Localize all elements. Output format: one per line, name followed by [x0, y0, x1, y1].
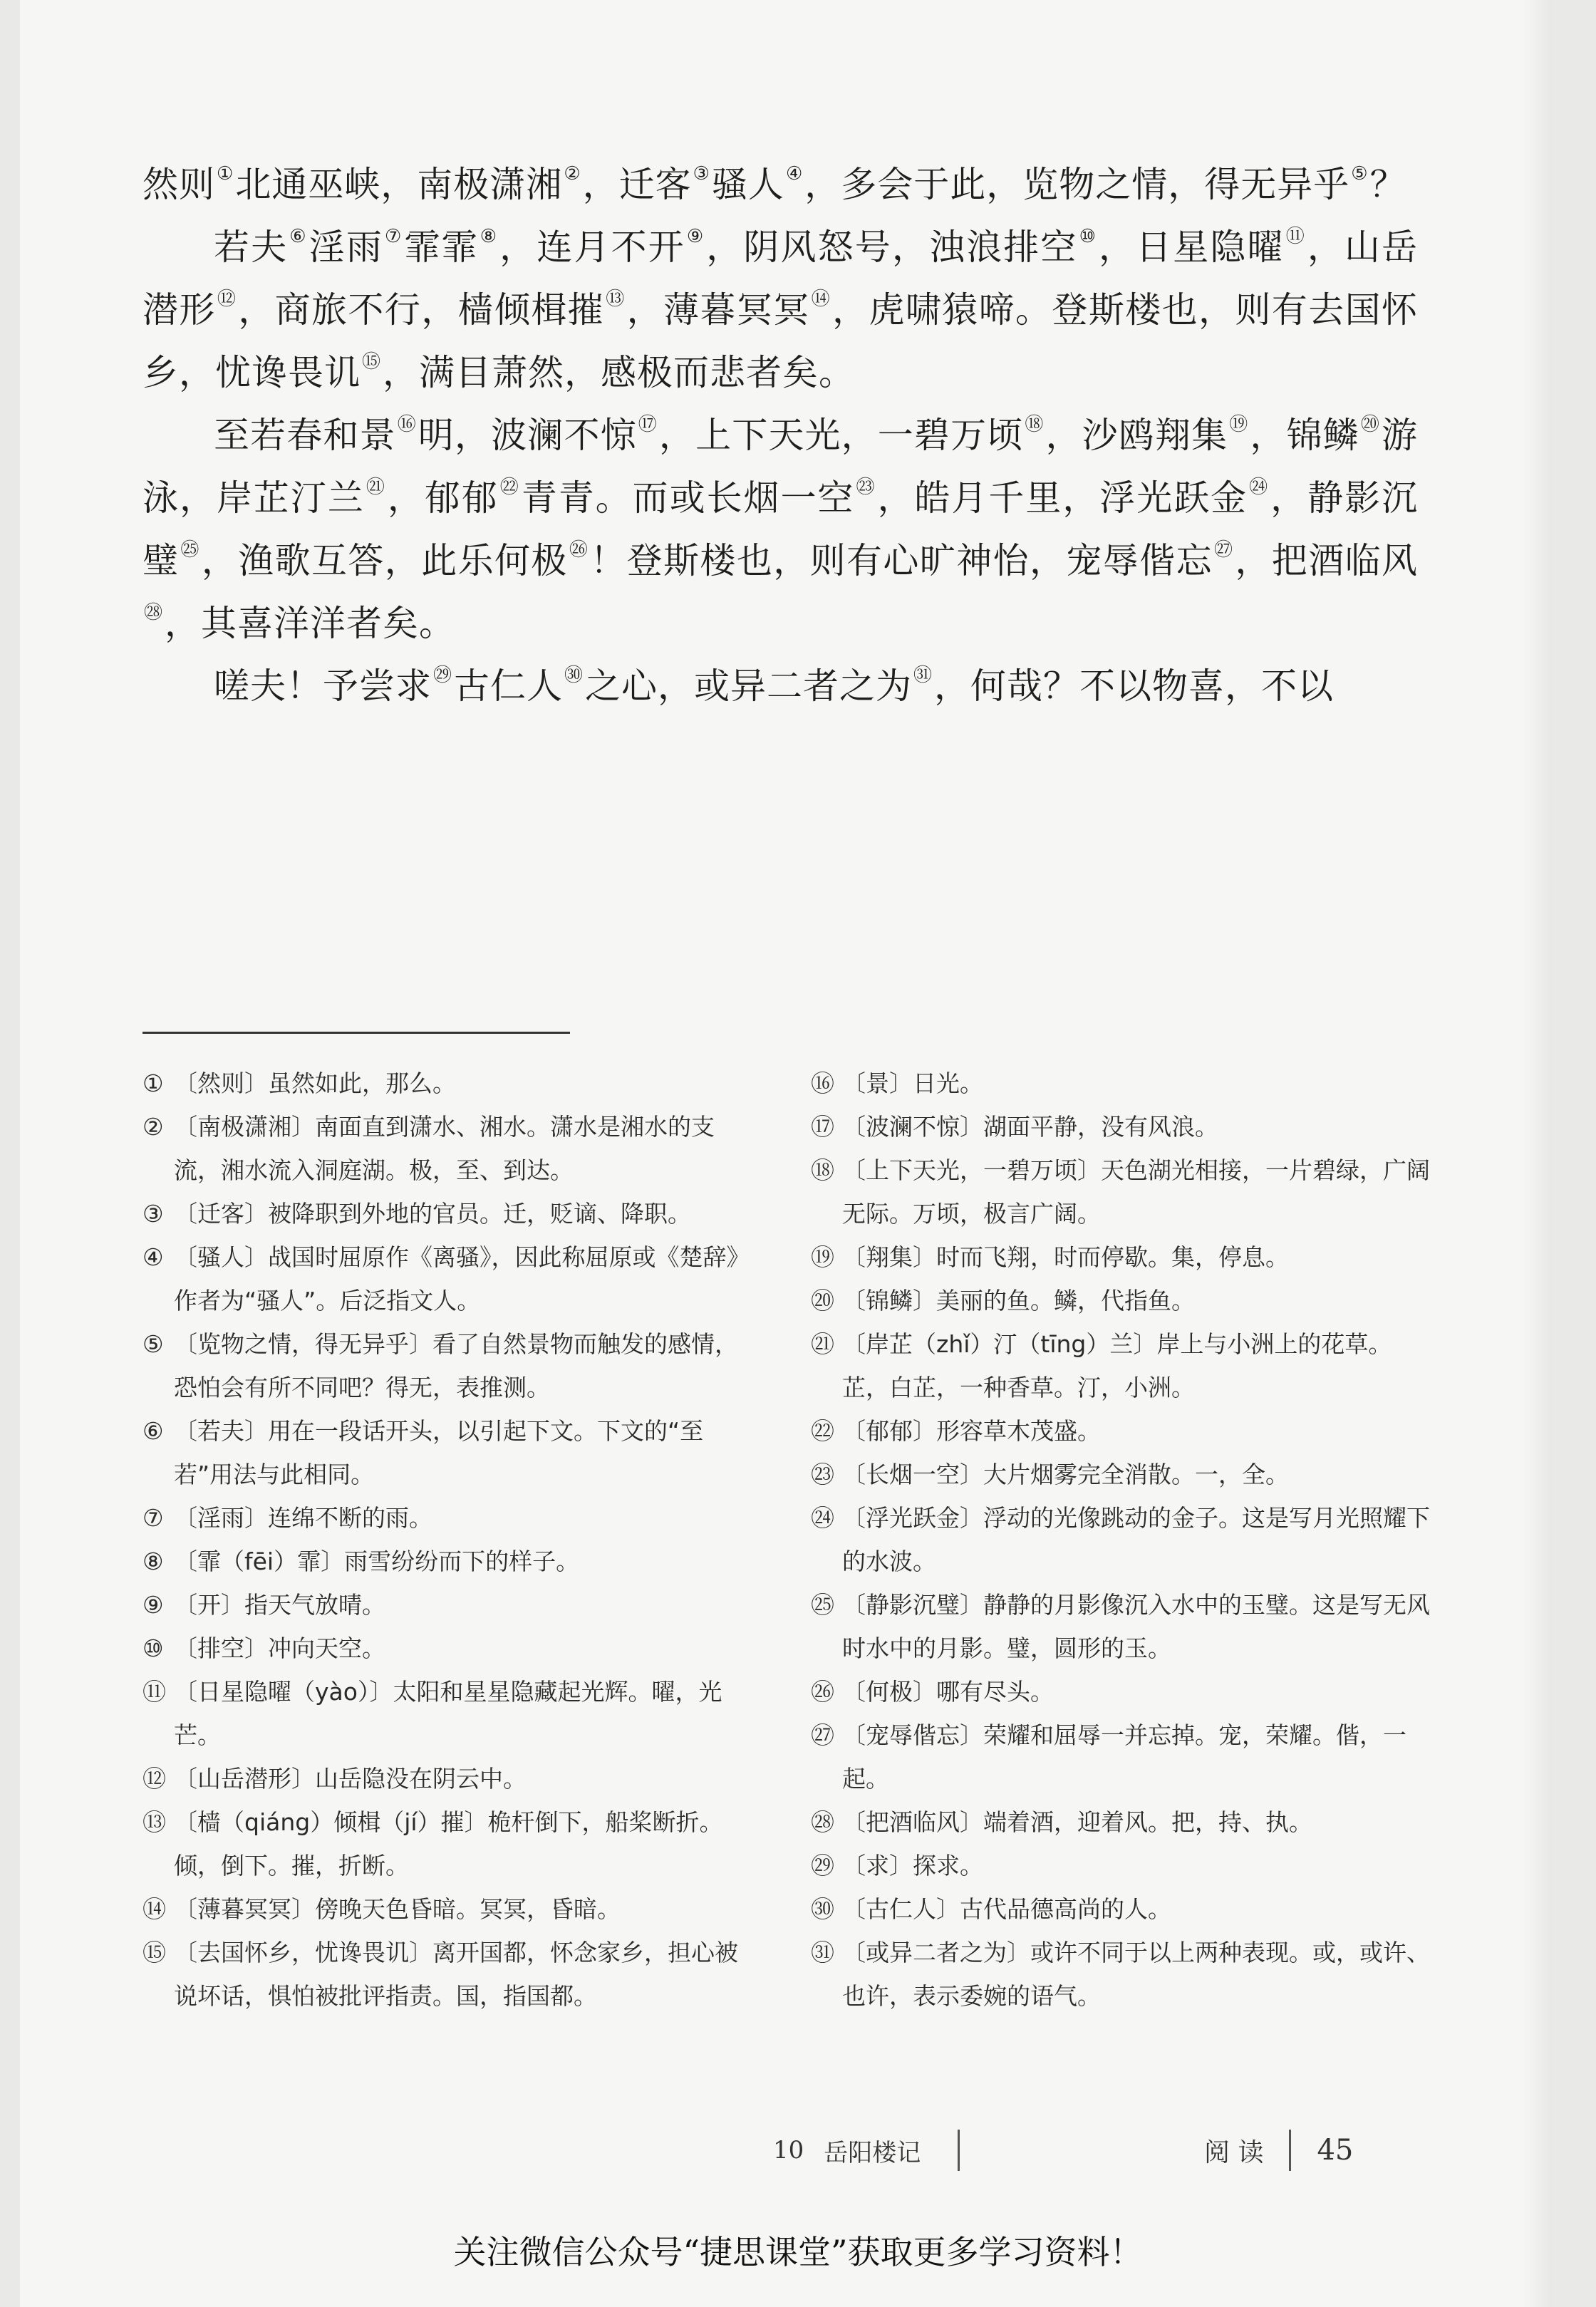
- footnote-text: 〔薄暮冥冥〕傍晚天色昏暗。冥冥，昏暗。: [174, 1895, 621, 1923]
- footnote-text: 〔求〕探求。: [842, 1852, 983, 1880]
- footnote-marker: ①: [217, 163, 234, 185]
- footnote-text: 〔景〕日光。: [842, 1069, 983, 1097]
- footnote-item: [142, 1931, 755, 2018]
- footnote-item: [811, 1105, 1431, 1149]
- footnote-text: 〔古仁人〕古代品德高尚的人。: [842, 1895, 1171, 1923]
- text-run: 嗟夫！予尝求: [214, 665, 432, 707]
- footnote-number: ⑯: [811, 1069, 834, 1097]
- footnote-text: 〔岸芷（zhǐ）汀（tīng）兰〕岸上与小洲上的花草。芷，白芷，一种香草。汀，小洲。: [842, 1330, 1392, 1401]
- footnotes-right-column: [811, 1062, 1431, 2018]
- footnote-number: ①: [142, 1069, 164, 1097]
- footnote-number: ⑳: [811, 1287, 834, 1315]
- footnote-number: ㉑: [811, 1330, 834, 1358]
- page-number: 45: [1317, 2134, 1354, 2167]
- footnote-text: 〔日星隐曜（yào）〕太阳和星星隐藏起光辉。曜，光芒。: [174, 1678, 722, 1749]
- text-run: 北通巫峡，南极潇湘: [235, 164, 563, 205]
- footnote-number: ⑨: [142, 1591, 164, 1619]
- footnote-item: [142, 1540, 755, 1583]
- footnote-text: 〔去国怀乡，忧谗畏讥〕离开国都，怀念家乡，担心被说坏话，惧怕被批评指责。国，指国都。: [174, 1939, 738, 2010]
- footnote-item: [142, 1409, 755, 1496]
- text-run: 骚人: [711, 164, 784, 205]
- footnote-item: [142, 1105, 755, 1192]
- footnote-item: [142, 1670, 755, 1757]
- text-run: 之心，或异二者之为: [585, 665, 913, 707]
- footnote-item: [811, 1670, 1431, 1714]
- text-run: ，山岳潜形: [142, 227, 1419, 331]
- footnote-item: [142, 1800, 755, 1887]
- footnote-text: 〔南极潇湘〕南面直到潇水、湘水。潇水是湘水的支流，湘水流入洞庭湖。极，至、到达。: [174, 1113, 715, 1184]
- footer-separator: [1289, 2130, 1291, 2171]
- footnote-text: 〔览物之情，得无异乎〕看了自然景物而触发的感情，恐怕会有所不同吧？得无，表推测。: [174, 1330, 738, 1401]
- text-run: ，沙鸥翔集: [1045, 415, 1228, 456]
- footnote-marker: ⑲: [1229, 414, 1249, 435]
- text-run: ，商旅不行，樯倾楫摧: [238, 289, 605, 331]
- footnote-marker: ㉗: [1214, 539, 1234, 561]
- footnote-item: [811, 1496, 1431, 1583]
- footnote-marker: ㉓: [856, 477, 876, 498]
- footnote-marker: ㉑: [366, 477, 386, 498]
- text-run: ，阴风怒号，浊浪排空: [706, 227, 1078, 268]
- text-run: ！登斯楼也，则有心旷神怡，宠辱偕忘: [590, 540, 1213, 581]
- text-run: ，静影沉璧: [142, 477, 1419, 581]
- footnote-text: 〔翔集〕时而飞翔，时而停歇。集，停息。: [842, 1243, 1289, 1271]
- footnote-number: ㉘: [811, 1808, 834, 1836]
- text-run: ，日星隐曜: [1099, 227, 1285, 268]
- footnote-item: [811, 1279, 1431, 1322]
- footnote-number: ②: [142, 1113, 164, 1141]
- text-run: ，虎啸猿啼。登斯楼也，则有去国怀乡，忧谗畏讥: [142, 289, 1419, 393]
- paragraph-3: [142, 404, 1418, 655]
- footnote-marker: ⑬: [606, 289, 626, 310]
- footnote-marker: ⑫: [217, 289, 237, 310]
- footnote-text: 〔迁客〕被降职到外地的官员。迁，贬谪、降职。: [174, 1200, 691, 1228]
- paragraph-4: [142, 655, 1418, 717]
- footnote-text: 〔骚人〕战国时屈原作《离骚》，因此称屈原或《楚辞》作者为“骚人”。后泛指文人。: [174, 1243, 750, 1315]
- footnote-marker: ⑩: [1079, 226, 1098, 247]
- footnote-text: 〔樯（qiáng）倾楫（jí）摧〕桅杆倒下，船桨断折。倾，倒下。摧，折断。: [174, 1808, 723, 1880]
- text-run: ，把酒临风: [1235, 540, 1419, 581]
- footnote-number: ⑰: [811, 1113, 834, 1141]
- footnote-item: [142, 1322, 755, 1409]
- footnote-item: [142, 1192, 755, 1235]
- footnote-number: ⑤: [142, 1330, 164, 1358]
- footnote-marker: ⑮: [362, 351, 382, 373]
- text-run: ，郁郁: [387, 477, 499, 519]
- section-label: 阅 读: [1204, 2137, 1264, 2167]
- footnote-marker: ㉔: [1249, 477, 1270, 498]
- footnote-text: 〔宠辱偕忘〕荣耀和屈辱一并忘掉。宠，荣耀。偕，一起。: [842, 1721, 1406, 1793]
- footnote-marker: ⑥: [289, 226, 308, 247]
- footnote-marker: ③: [693, 163, 710, 185]
- text-run: ，多会于此，览物之情，得无异乎: [804, 164, 1350, 205]
- footnote-marker: ㉖: [569, 539, 589, 561]
- footnote-marker: ㉒: [499, 477, 520, 498]
- footnote-text: 〔锦鳞〕美丽的鱼。鳞，代指鱼。: [842, 1287, 1195, 1315]
- footnote-item: [811, 1453, 1431, 1496]
- footnote-marker: ⑱: [1025, 414, 1045, 435]
- footnote-item: [142, 1887, 755, 1931]
- footnote-marker: ⑭: [811, 289, 831, 310]
- footnote-number: ㉛: [811, 1939, 834, 1966]
- footnote-number: ㉔: [811, 1504, 834, 1532]
- text-run: ，其喜洋洋者矣。: [165, 603, 456, 644]
- footnote-number: ㉙: [811, 1852, 834, 1880]
- footnote-text: 〔波澜不惊〕湖面平静，没有风浪。: [842, 1113, 1218, 1141]
- lesson-title: 岳阳楼记: [824, 2138, 921, 2167]
- footnote-number: ㉗: [811, 1721, 834, 1749]
- footnote-marker: ㉕: [180, 539, 200, 561]
- footnote-item: [142, 1496, 755, 1540]
- footnote-number: ④: [142, 1243, 164, 1271]
- text-run: ，上下天光，一碧万顷: [658, 415, 1024, 456]
- text-run: 若夫: [214, 227, 289, 268]
- footnote-marker: ⑳: [1360, 414, 1381, 435]
- footnote-text: 〔郁郁〕形容草木茂盛。: [842, 1417, 1101, 1445]
- text-run: ，迁客: [582, 164, 692, 205]
- footnote-marker: ⑨: [686, 226, 705, 247]
- text-run: 然则: [142, 164, 215, 205]
- text-run: 至若春和景: [214, 415, 396, 456]
- text-run: ，薄暮冥冥: [626, 289, 810, 331]
- footnote-item: [811, 1235, 1431, 1279]
- footnote-text: 〔山岳潜形〕山岳隐没在阴云中。: [174, 1765, 527, 1793]
- footnote-item: [811, 1714, 1431, 1800]
- footnote-number: ⑭: [142, 1895, 166, 1923]
- footnote-item: [811, 1887, 1431, 1931]
- footnote-number: ⑮: [142, 1939, 166, 1966]
- footnote-text: 〔浮光跃金〕浮动的光像跳动的金子。这是写月光照耀下的水波。: [842, 1504, 1430, 1575]
- footnote-item: [811, 1062, 1431, 1105]
- footnote-item: [811, 1583, 1431, 1670]
- text-run: ？: [1369, 164, 1406, 205]
- text-run: ，连月不开: [499, 227, 685, 268]
- footnote-number: ㉖: [811, 1678, 834, 1706]
- footnote-text: 〔若夫〕用在一段话开头，以引起下文。下文的“至若”用法与此相同。: [174, 1417, 704, 1488]
- footnote-text: 〔把酒临风〕端着酒，迎着风。把，持、执。: [842, 1808, 1312, 1836]
- lesson-number: 10: [773, 2136, 804, 2165]
- text-run: 霏霏: [404, 227, 479, 268]
- footnote-item: [811, 1800, 1431, 1844]
- footnote-item: [142, 1062, 755, 1105]
- footnote-text: 〔霏（fēi）霏〕雨雪纷纷而下的样子。: [174, 1547, 580, 1575]
- footnote-marker: ㉙: [433, 665, 453, 686]
- footnote-text: 〔何极〕哪有尽头。: [842, 1678, 1054, 1706]
- footnote-marker: ㉚: [564, 665, 584, 686]
- footnote-marker: ㉘: [144, 602, 164, 623]
- footnote-text: 〔然则〕虽然如此，那么。: [174, 1069, 456, 1097]
- footnote-text: 〔开〕指天气放晴。: [174, 1591, 385, 1619]
- footnote-text: 〔长烟一空〕大片烟雾完全消散。一，全。: [842, 1461, 1289, 1488]
- footnote-number: ㉒: [811, 1417, 834, 1445]
- footnote-text: 〔静影沉璧〕静静的月影像沉入水中的玉璧。这是写无风时水中的月影。璧，圆形的玉。: [842, 1591, 1430, 1662]
- promo-watermark: 关注微信公众号“捷思课堂”获取更多学习资料！: [453, 2233, 1143, 2271]
- text-run: 青青。而或长烟一空: [521, 477, 855, 519]
- footnote-number: ⑪: [142, 1678, 166, 1706]
- footnote-number: ㉕: [811, 1591, 834, 1619]
- footnote-divider: [142, 1032, 570, 1034]
- footnote-number: ⑫: [142, 1765, 166, 1793]
- footnote-marker: ④: [785, 163, 804, 185]
- footnote-marker: ⑦: [384, 226, 403, 247]
- footnote-number: ㉚: [811, 1895, 834, 1923]
- lesson-footer: [773, 2130, 960, 2170]
- footnote-item: [811, 1409, 1431, 1453]
- footnote-item: [142, 1235, 755, 1322]
- footnote-number: ③: [142, 1200, 164, 1228]
- footnote-item: [811, 1931, 1431, 2018]
- footnote-marker: ㉛: [913, 665, 933, 686]
- text-run: 古仁人: [454, 665, 564, 707]
- text-run: 游泳，岸芷汀兰: [142, 415, 1419, 519]
- footnote-number: ⑲: [811, 1243, 834, 1271]
- text-run: ，满目萧然，感极而悲者矣。: [383, 352, 856, 393]
- footnote-text: 〔上下天光，一碧万顷〕天色湖光相接，一片碧绿，广阔无际。万顷，极言广阔。: [842, 1156, 1430, 1228]
- footnotes-left-column: [142, 1062, 755, 2018]
- footnote-marker: ⑰: [638, 414, 658, 435]
- footnote-item: [142, 1757, 755, 1800]
- footnote-marker: ⑯: [397, 414, 417, 435]
- footnote-item: [142, 1627, 755, 1670]
- text-run: 明，波澜不惊: [418, 415, 637, 456]
- footnote-number: ⑧: [142, 1547, 164, 1575]
- footnote-number: ⑥: [142, 1417, 164, 1445]
- text-run: ，何哉？不以物喜，不以: [934, 665, 1335, 707]
- main-text: [142, 153, 1418, 717]
- footnote-marker: ⑪: [1285, 226, 1306, 247]
- footnote-number: ㉓: [811, 1461, 834, 1488]
- text-run: ，皓月千里，浮光跃金: [877, 477, 1248, 519]
- paragraph-2: [142, 216, 1418, 404]
- footnote-marker: ②: [564, 163, 581, 185]
- footnote-text: 〔或异二者之为〕或许不同于以上两种表现。或，或许、也许，表示委婉的语气。: [842, 1939, 1430, 2010]
- page-edge-shadow: [1523, 0, 1552, 2307]
- text-run: ，渔歌互答，此乐何极: [201, 540, 568, 581]
- footnote-item: [811, 1844, 1431, 1887]
- footnote-item: [811, 1149, 1431, 1235]
- footnote-text: 〔排空〕冲向天空。: [174, 1634, 385, 1662]
- footnote-number: ⑩: [142, 1634, 164, 1662]
- footnote-text: 〔淫雨〕连绵不断的雨。: [174, 1504, 432, 1532]
- footnote-item: [811, 1322, 1431, 1409]
- footnote-marker: ⑧: [480, 226, 499, 247]
- paragraph-1: [142, 153, 1418, 216]
- text-run: ，锦鳞: [1250, 415, 1359, 456]
- footer-separator: [958, 2130, 960, 2171]
- footnote-number: ⑦: [142, 1504, 164, 1532]
- footnote-item: [142, 1583, 755, 1627]
- footnote-marker: ⑤: [1351, 163, 1369, 185]
- footnote-number: ⑬: [142, 1808, 166, 1836]
- text-run: 淫雨: [309, 227, 383, 268]
- footnote-number: ⑱: [811, 1156, 834, 1184]
- section-footer: [1204, 2130, 1353, 2170]
